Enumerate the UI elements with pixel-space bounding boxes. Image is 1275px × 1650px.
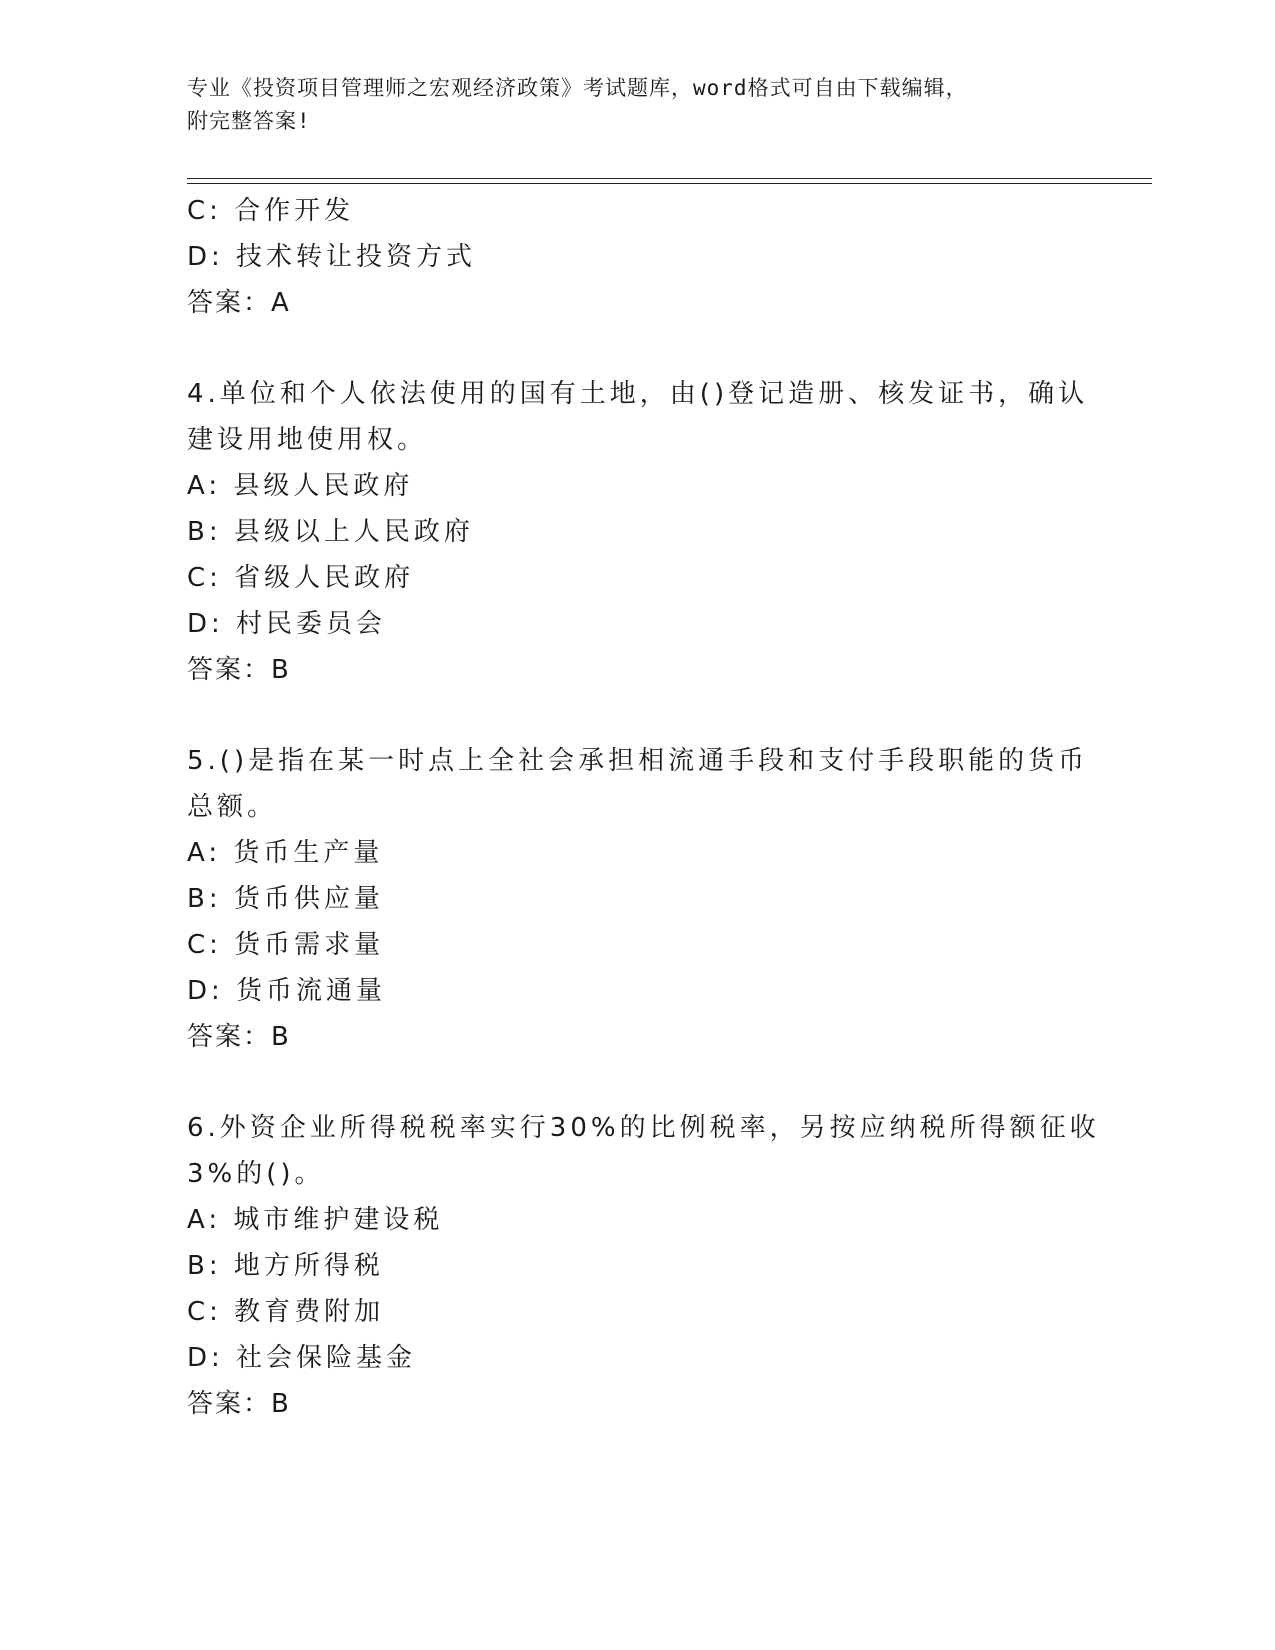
option-a: A: 县级人民政府	[187, 471, 414, 501]
header-divider-top	[187, 178, 1152, 179]
question-text-line-2: 建设用地使用权。	[187, 425, 428, 455]
option-b: B: 货币供应量	[187, 884, 384, 914]
option-d: D: 社会保险基金	[187, 1343, 417, 1373]
option-a: A: 城市维护建设税	[187, 1205, 444, 1235]
answer-label: 答案：B	[187, 1022, 291, 1052]
option-c: C: 货币需求量	[187, 930, 385, 960]
header-line-1: 专业《投资项目管理师之宏观经济政策》考试题库，word格式可自由下载编辑，	[187, 76, 968, 100]
header-divider-bottom	[187, 183, 1152, 184]
spacer	[187, 326, 1107, 371]
option-c: C: 教育费附加	[187, 1297, 385, 1327]
question-text-line-1: 6.外资企业所得税税率实行30%的比例税率，另按应纳税所得额征收	[187, 1113, 1100, 1143]
option-d: D: 技术转让投资方式	[187, 242, 477, 272]
spacer	[187, 693, 1107, 738]
option-d: D: 村民委员会	[187, 609, 387, 639]
option-c: C: 合作开发	[187, 196, 355, 226]
question-text-line-1: 4.单位和个人依法使用的国有土地，由()登记造册、核发证书，确认	[187, 379, 1089, 409]
spacer	[187, 1060, 1107, 1105]
question-5	[187, 738, 1107, 1060]
option-b: B: 县级以上人民政府	[187, 517, 474, 547]
question-list	[187, 188, 1107, 1427]
question-4	[187, 371, 1107, 693]
option-a: A: 货币生产量	[187, 838, 384, 868]
option-b: B: 地方所得税	[187, 1251, 384, 1281]
header-line-2: 附完整答案!	[187, 109, 311, 133]
question-text-line-2: 总额。	[187, 792, 278, 822]
answer-label: 答案：B	[187, 1389, 291, 1419]
question-text-line-1: 5.()是指在某一时点上全社会承担相流通手段和支付手段职能的货币	[187, 746, 1089, 776]
document-header	[187, 72, 1087, 138]
answer-label: 答案：A	[187, 288, 291, 318]
question-6	[187, 1105, 1107, 1427]
answer-label: 答案：B	[187, 655, 291, 685]
question-text-line-2: 3%的()。	[187, 1159, 325, 1189]
option-c: C: 省级人民政府	[187, 563, 415, 593]
question-3-continued	[187, 188, 1107, 326]
option-d: D: 货币流通量	[187, 976, 387, 1006]
